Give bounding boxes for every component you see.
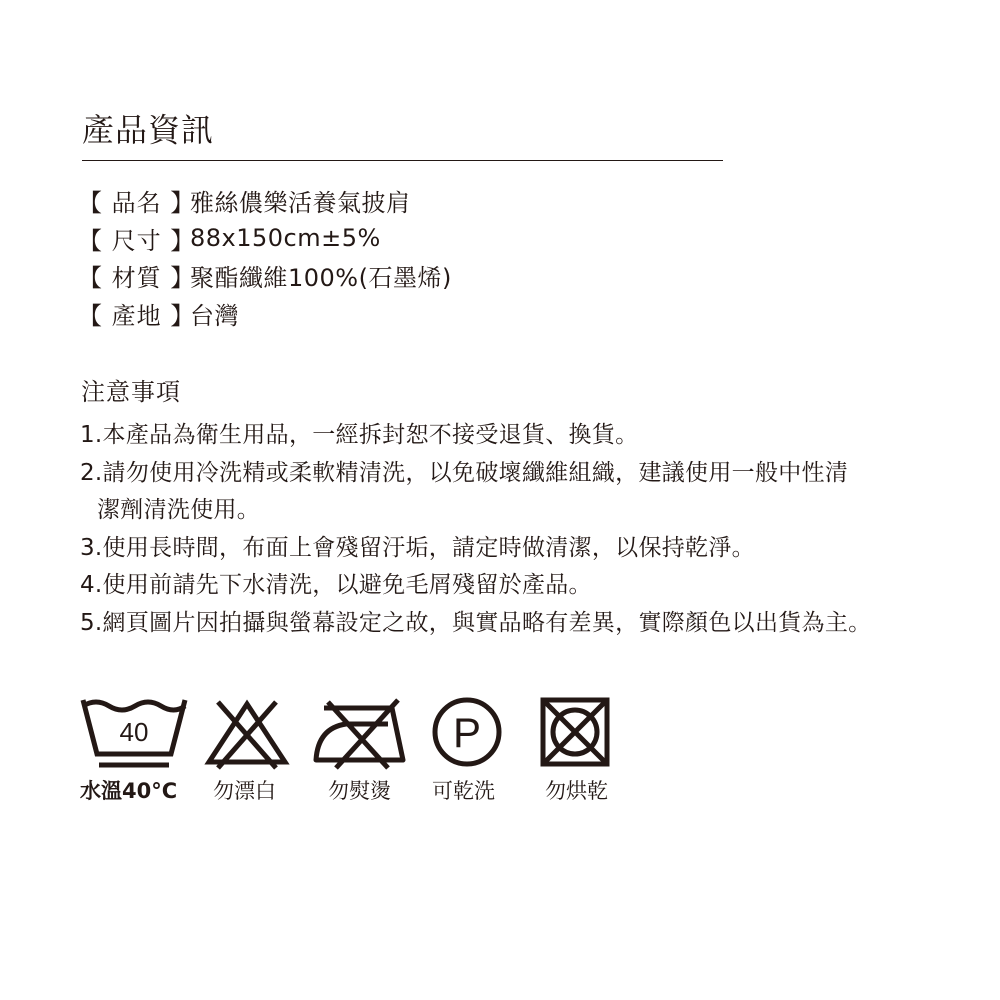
wash-40-icon [80,694,190,770]
spec-row-origin [78,297,239,329]
note-line-continuation: 潔劑清洗使用。 [97,497,261,523]
no-bleach-icon [204,694,290,770]
spec-label: 【 尺寸 】 [78,226,196,255]
spec-row-name [78,184,411,216]
notes-heading: 注意事項 [81,378,181,406]
no-tumble-dry-icon [538,694,612,770]
dry-clean-letter: P [452,709,482,756]
dry-clean-p-icon [430,694,504,770]
spec-label: 【 品名 】 [78,188,196,217]
page-title: 產品資訊 [82,111,215,149]
spec-value: 台灣 [190,301,239,330]
note-line: 5.網頁圖片因拍攝與螢幕設定之故，與實品略有差異，實際顏色以出貨為主。 [80,610,872,636]
spec-label: 【 產地 】 [78,301,196,330]
spec-value: 88x150cm±5% [190,224,381,252]
note-line: 1.本產品為衛生用品，一經拆封恕不接受退貨、換貨。 [80,422,639,448]
spec-value: 聚酯纖維100%(石墨烯) [190,263,452,292]
no-iron-icon [312,694,408,770]
title-divider [82,160,723,161]
care-label-wash: 水溫40°C [80,779,178,803]
care-label-dry-clean: 可乾洗 [432,779,495,803]
spec-value: 雅絲儂樂活養氣披肩 [190,188,411,217]
spec-label: 【 材質 】 [78,263,196,292]
care-label-no-iron: 勿熨燙 [328,779,391,803]
note-line: 2.請勿使用冷洗精或柔軟精清洗，以免破壞纖維組織，建議使用一般中性清 [80,460,849,486]
note-line: 3.使用長時間，布面上會殘留汙垢，請定時做清潔，以保持乾淨。 [80,535,755,561]
wash-temperature-text: 40 [119,717,149,747]
spec-row-material [78,259,452,291]
spec-row-size [78,222,381,254]
care-label-no-bleach: 勿漂白 [213,779,276,803]
note-line: 4.使用前請先下水清洗，以避免毛屑殘留於產品。 [80,572,592,598]
care-label-no-tumble-dry: 勿烘乾 [545,779,608,803]
